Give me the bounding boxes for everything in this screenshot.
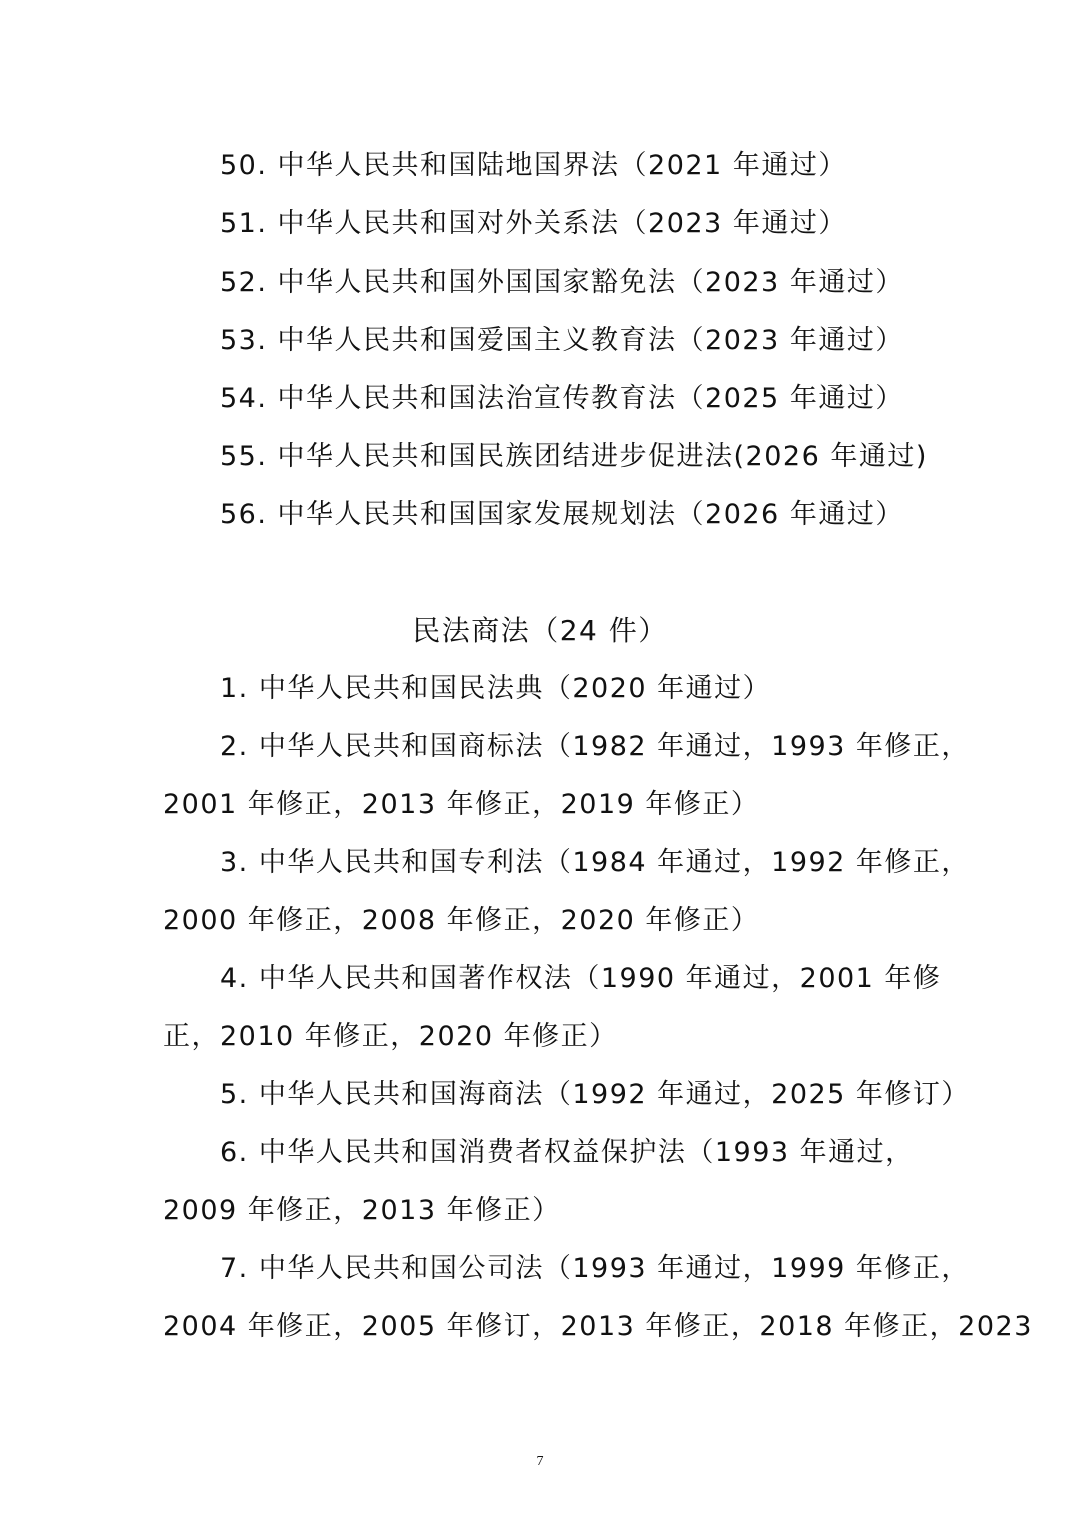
civil-law-item-2-cont: 2001 年修正，2013 年修正，2019 年修正） — [163, 789, 760, 820]
list-item-55: 55. 中华人民共和国民族团结进步促进法(2026 年通过) — [220, 441, 928, 472]
list-item-56: 56. 中华人民共和国国家发展规划法（2026 年通过） — [220, 499, 904, 530]
civil-law-item-7-cont: 2004 年修正，2005 年修订，2013 年修正，2018 年修正，2023 — [163, 1311, 1033, 1342]
civil-law-item-3: 3. 中华人民共和国专利法（1984 年通过，1992 年修正， — [220, 847, 970, 878]
civil-law-item-6: 6. 中华人民共和国消费者权益保护法（1993 年通过， — [220, 1137, 914, 1168]
civil-law-item-2: 2. 中华人民共和国商标法（1982 年通过，1993 年修正， — [220, 731, 970, 762]
civil-law-item-1: 1. 中华人民共和国民法典（2020 年通过） — [220, 673, 772, 704]
list-item-51: 51. 中华人民共和国对外关系法（2023 年通过） — [220, 208, 847, 239]
list-item-50: 50. 中华人民共和国陆地国界法（2021 年通过） — [220, 150, 847, 181]
civil-law-item-4-cont: 正，2010 年修正，2020 年修正） — [163, 1021, 618, 1052]
list-item-54: 54. 中华人民共和国法治宣传教育法（2025 年通过） — [220, 383, 904, 414]
page-number: 7 — [536, 1454, 544, 1469]
civil-law-item-4: 4. 中华人民共和国著作权法（1990 年通过，2001 年修 — [220, 963, 942, 994]
civil-law-item-5: 5. 中华人民共和国海商法（1992 年通过，2025 年修订） — [220, 1079, 970, 1110]
civil-law-item-3-cont: 2000 年修正，2008 年修正，2020 年修正） — [163, 905, 760, 936]
civil-law-item-7: 7. 中华人民共和国公司法（1993 年通过，1999 年修正， — [220, 1253, 970, 1284]
civil-law-item-6-cont: 2009 年修正，2013 年修正） — [163, 1195, 561, 1226]
list-item-53: 53. 中华人民共和国爱国主义教育法（2023 年通过） — [220, 325, 904, 356]
section-heading: 民法商法（24 件） — [412, 614, 668, 647]
list-item-52: 52. 中华人民共和国外国国家豁免法（2023 年通过） — [220, 267, 904, 298]
